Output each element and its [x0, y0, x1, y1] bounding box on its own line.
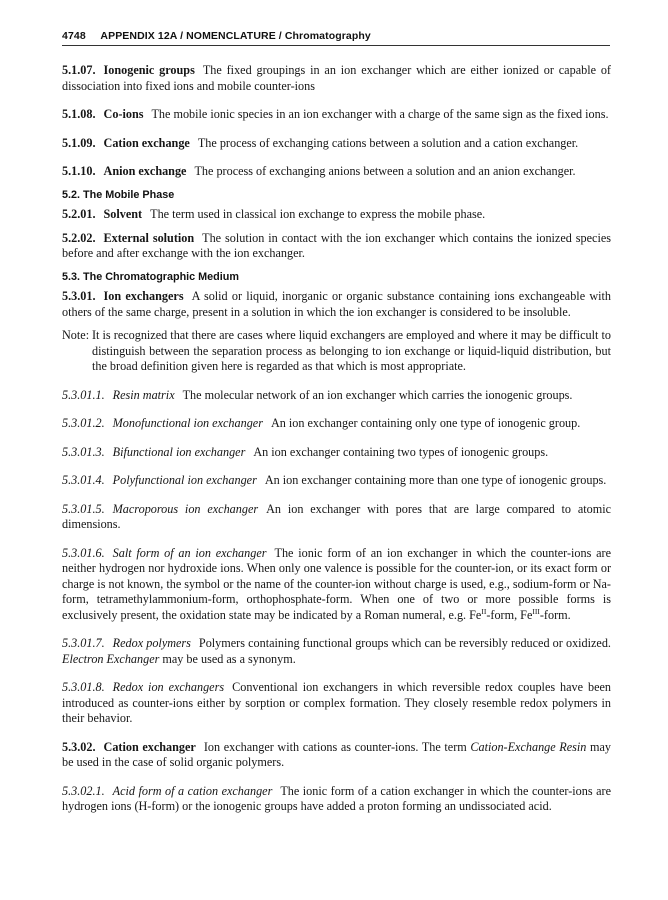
section-heading-mobile-phase: 5.2. The Mobile Phase: [62, 188, 175, 201]
entry-5-3-01-2: [62, 416, 611, 432]
entry-5-3-01-7: [62, 636, 611, 667]
entry-5-3-01: [62, 289, 611, 320]
entry-5-3-01-5: [62, 502, 611, 533]
entry-term: Co-ions: [103, 107, 144, 121]
running-title: APPENDIX 12A / NOMENCLATURE / Chromatography: [100, 30, 371, 42]
section-heading-chromatographic-medium: 5.3. The Chromatographic Medium: [62, 270, 239, 283]
entry-term: Redox ion exchangers: [112, 680, 225, 694]
entry-definition-end: may be used in the case of solid organic polymers.: [62, 739, 612, 769]
entry-definition: The molecular network of an ion exchanger which carries the ionogenic groups.: [182, 387, 573, 402]
entry-term: Bifunctional ion exchanger: [112, 444, 246, 459]
entry-5-1-10: [62, 164, 611, 180]
entry-number: 5.3.01.7.: [62, 636, 105, 650]
entry-number: 5.1.09.: [62, 135, 96, 150]
entry-definition: The fixed groupings in an ion exchanger which are either ionized or capable of dissociation into fixed ions and mobile counter-ions: [62, 63, 611, 93]
entry-definition: An ion exchanger with pores that are large compared to atomic dimensions.: [62, 501, 612, 531]
entry-number: 5.3.01.4.: [62, 473, 105, 487]
note-label: Note:: [62, 328, 90, 342]
entry-term: Cation exchange: [103, 135, 190, 150]
entry-number: 5.3.01.8.: [62, 680, 105, 694]
synonym-term: Electron Exchanger: [62, 651, 160, 666]
entry-number: 5.3.01.3.: [62, 444, 105, 459]
page-number: 4748: [62, 30, 86, 42]
running-header: [62, 30, 612, 42]
entry-term: External solution: [103, 230, 195, 245]
entry-definition: Polymers containing functional groups which can be reversibly reduced or oxidized.: [198, 636, 611, 650]
entry-definition: The process of exchanging anions between a solution and an anion exchanger.: [194, 164, 576, 178]
entry-5-3-01-3: [62, 445, 611, 461]
entry-definition: The process of exchanging cations between a solution and a cation exchanger.: [197, 135, 579, 150]
entry-definition: The term used in classical ion exchange to express the mobile phase.: [150, 207, 486, 221]
note: [62, 328, 611, 375]
entry-term: Polyfunctional ion exchanger: [112, 473, 257, 487]
entry-definition: The mobile ionic species in an ion exchanger with a charge of the same sign as the fixed ions.: [151, 107, 609, 121]
entry-term: Salt form of an ion exchanger: [112, 545, 267, 560]
entry-definition: The solution in contact with the ion exchanger which contains the ionized species before and after exchange with the ion exchanger.: [62, 230, 611, 260]
entry-number: 5.2.02.: [62, 230, 96, 245]
entry-definition: An ion exchanger containing only one type of ionogenic group.: [270, 416, 581, 430]
entry-5-3-02: [62, 740, 611, 771]
entry-number: 5.3.01.5.: [62, 501, 105, 516]
entry-number: 5.3.01.: [62, 289, 96, 303]
entry-term: Solvent: [103, 207, 143, 221]
entry-number: 5.3.01.6.: [62, 545, 105, 560]
entry-definition-end: -form.: [539, 607, 571, 622]
entry-definition: The ionic form of an ion exchanger in which the counter-ions are neither hydrogen nor hydroxide ions. When only one valence is possible for the counter-ion, or its exact form or charge is not known, the symbol or the name of the counter-ion without charge is used, e.g., sodium-form or Na-form, tetramethylammonium-form, orthophosphate-form. When one of two or more possible forms is exclusively present, the oxidation state may be indicated by a Roman numeral, e.g. Fe: [62, 545, 612, 622]
entry-number: 5.1.10.: [62, 164, 96, 178]
entry-number: 5.1.08.: [62, 107, 96, 121]
entry-definition-continued: -form, Fe: [486, 607, 533, 622]
entry-term: Resin matrix: [112, 387, 175, 402]
entry-number: 5.3.01.2.: [62, 416, 105, 430]
entry-term: Ionogenic groups: [103, 63, 195, 77]
entry-5-2-01: [62, 207, 611, 223]
entry-5-1-09: [62, 136, 611, 152]
synonym-term: Cation-Exchange Resin: [470, 739, 587, 754]
entry-5-1-08: [62, 107, 611, 123]
entry-5-3-01-6: [62, 546, 611, 624]
entry-5-1-07: [62, 63, 611, 94]
entry-definition: An ion exchanger containing more than one type of ionogenic groups.: [264, 473, 607, 487]
entry-5-3-01-4: [62, 473, 611, 489]
entry-5-3-02-1: [62, 784, 611, 815]
entry-definition: Conventional ion exchangers in which reversible redox couples have been introduced as counter-ions either by sorption or complex formation. They closely resemble redox polymers in their behavior.: [62, 680, 612, 725]
document-body: [62, 63, 611, 828]
entry-number: 5.3.01.1.: [62, 387, 105, 402]
entry-term: Monofunctional ion exchanger: [112, 416, 263, 430]
entry-definition-end: may be used as a synonym.: [162, 651, 296, 666]
superscript-fe-ii: II: [481, 606, 487, 616]
header-rule: [62, 45, 610, 46]
entry-term: Ion exchangers: [103, 289, 184, 303]
entry-term: Redox polymers: [112, 636, 191, 650]
entry-number: 5.3.02.: [62, 739, 96, 754]
entry-definition: Ion exchanger with cations as counter-ions. The term: [203, 739, 467, 754]
entry-5-3-01-8: [62, 680, 611, 727]
entry-definition: The ionic form of a cation exchanger in which the counter-ions are hydrogen ions (H-form) or the ionogenic groups have added a proton forming an undissociated acid.: [62, 783, 611, 813]
entry-5-2-02: [62, 231, 611, 262]
entry-definition: A solid or liquid, inorganic or organic substance containing ions exchangeable with others of the same charge, present in a solution in which the ion exchanger is considered to be insoluble.: [62, 289, 612, 319]
entry-term: Cation exchanger: [103, 739, 196, 754]
entry-number: 5.2.01.: [62, 207, 96, 221]
entry-term: Acid form of a cation exchanger: [112, 783, 273, 798]
entry-term: Macroporous ion exchanger: [112, 501, 259, 516]
entry-definition: An ion exchanger containing two types of ionogenic groups.: [253, 444, 549, 459]
entry-5-3-01-1: [62, 388, 611, 404]
entry-number: 5.1.07.: [62, 63, 96, 77]
entry-number: 5.3.02.1.: [62, 783, 105, 798]
entry-term: Anion exchange: [103, 164, 187, 178]
note-text: It is recognized that there are cases where liquid exchangers are employed and where it may be difficult to distinguish between the separation process as belonging to ion exchange or liquid-liquid distribution, but the broad definition given here is regarded as that which is most appropriate.: [92, 328, 611, 373]
superscript-fe-iii: III: [532, 606, 540, 616]
